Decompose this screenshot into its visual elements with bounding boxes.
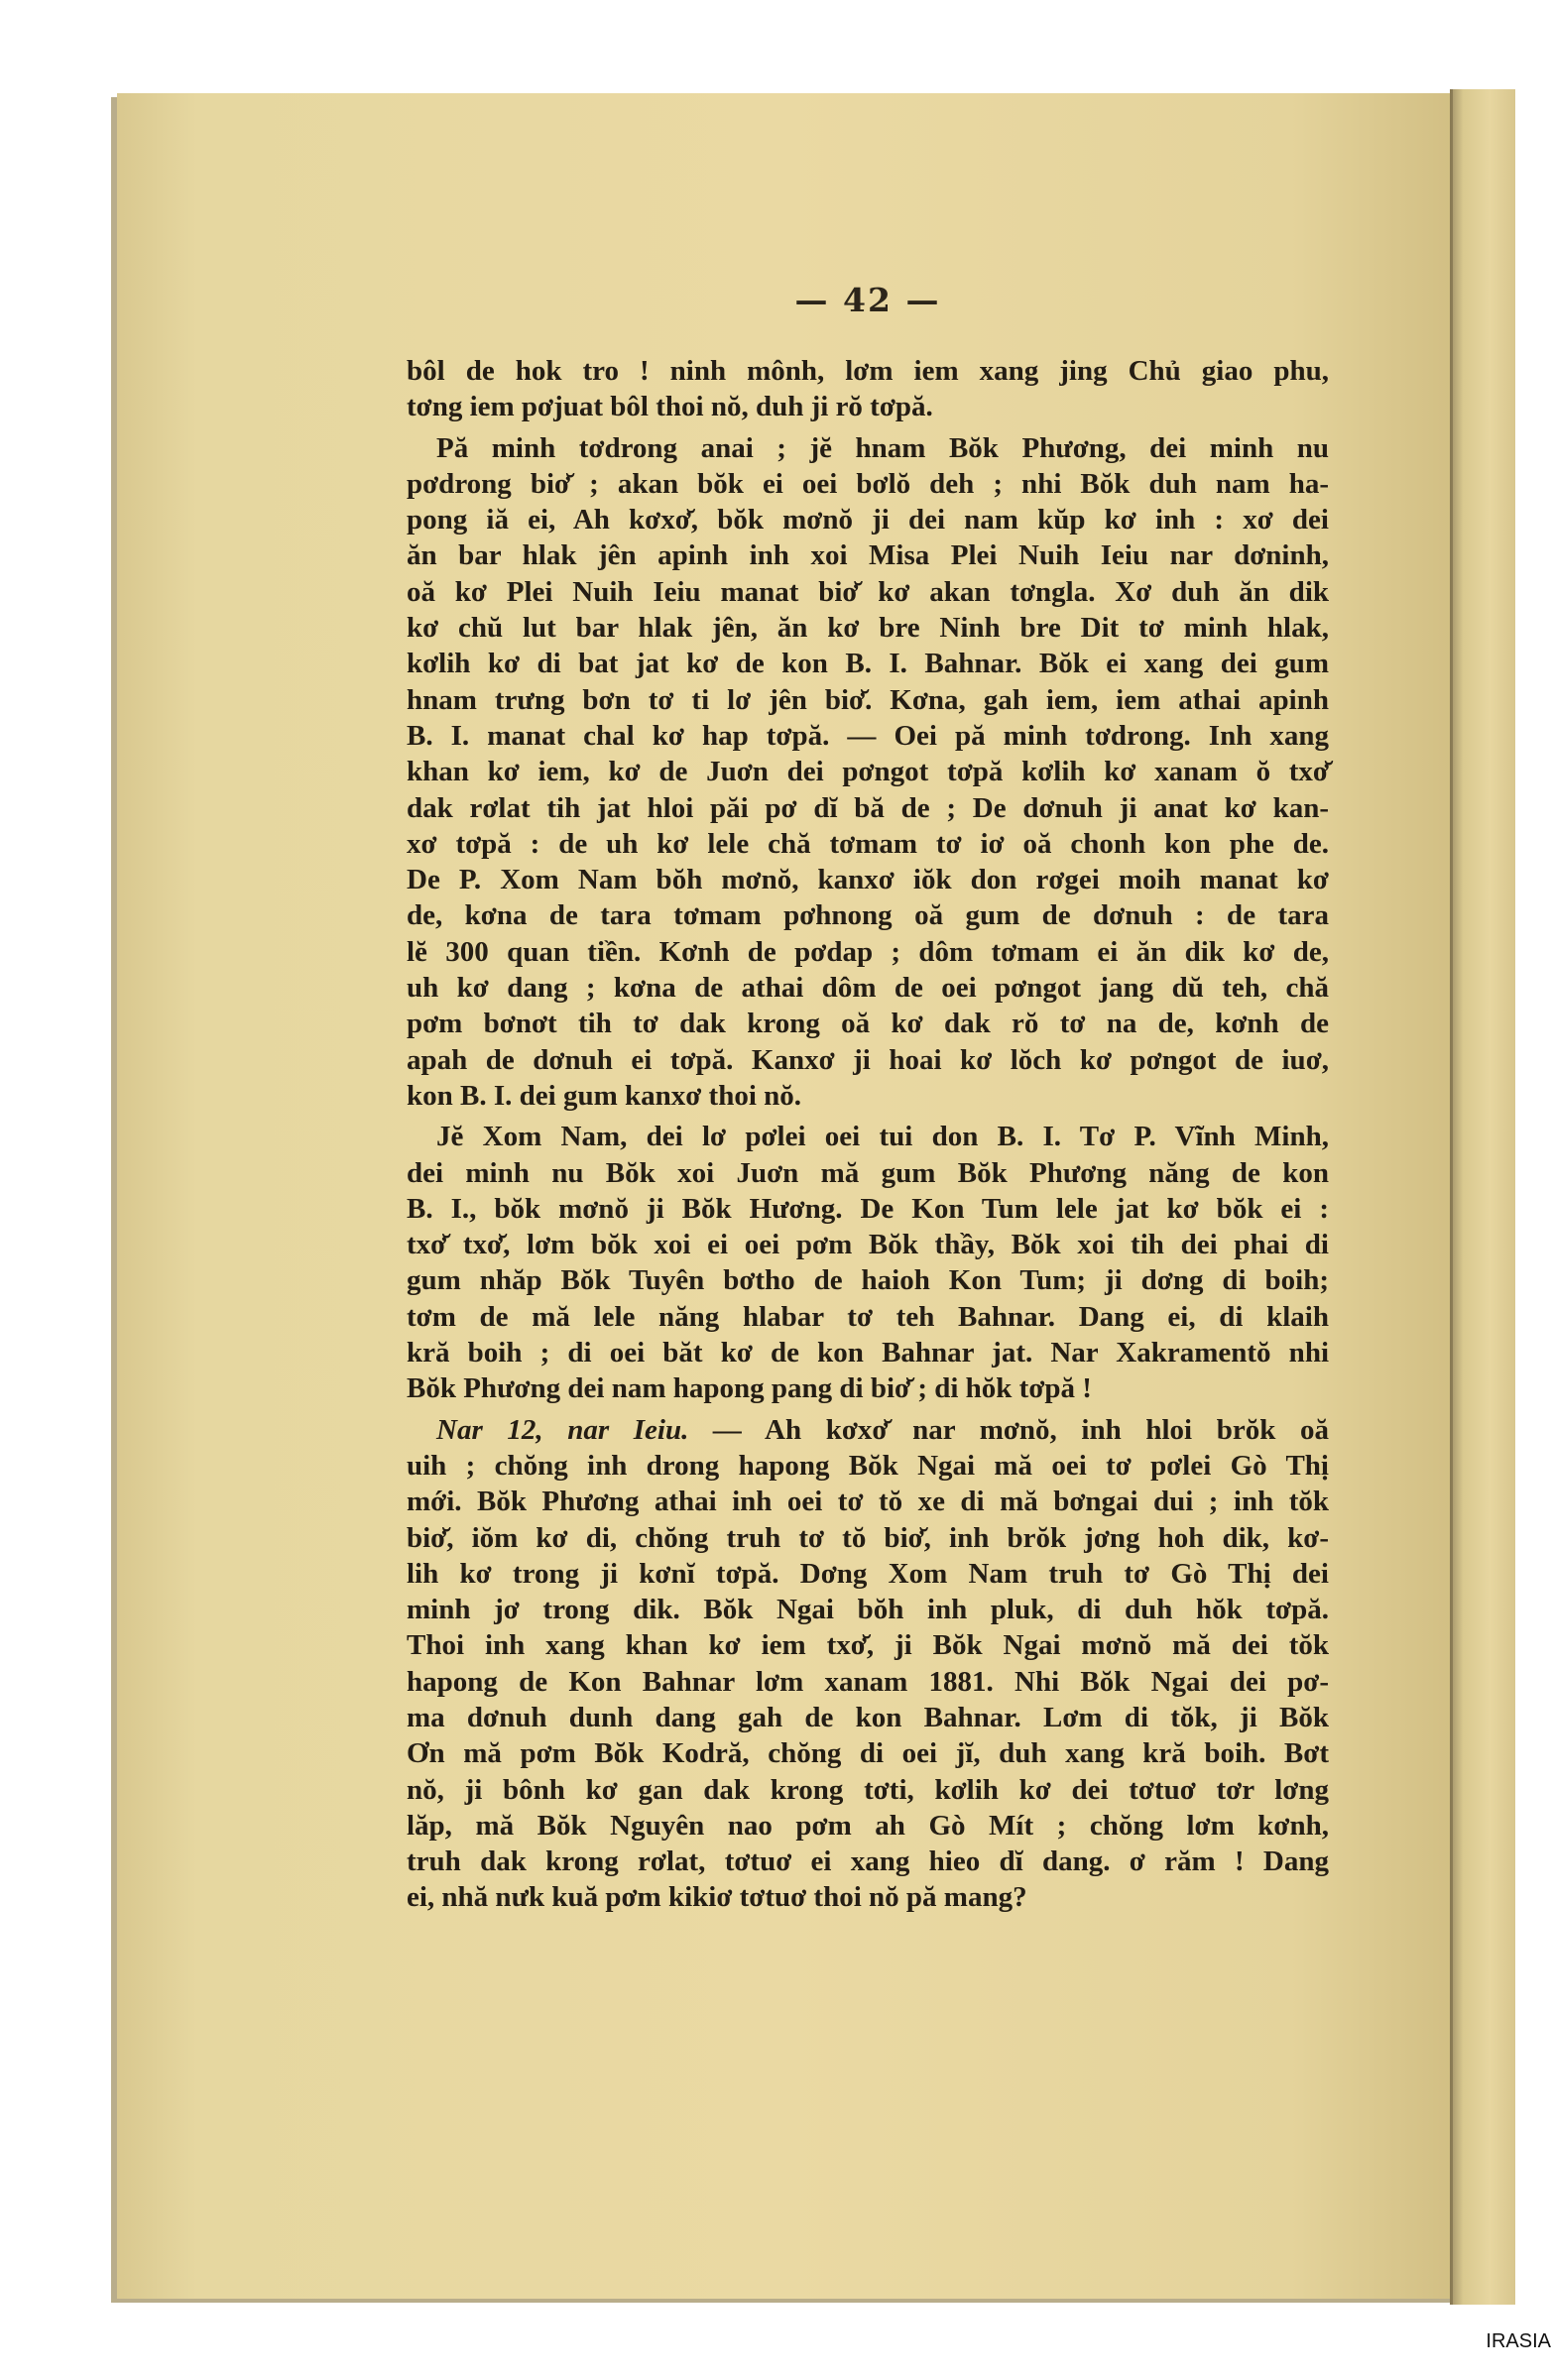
text-line: dak rơlat tih jat hloi păi pơ dĭ bă de ; De dơnuh ji anat kơ kan- <box>407 791 1329 824</box>
text-line: tơng iem pơjuat bôl thoi nŏ, duh ji rŏ tơpă. <box>407 391 933 423</box>
text-line: hnam trưng bơn tơ ti lơ jên biơ̆. Kơna, gah iem, iem athai apinh <box>407 683 1329 716</box>
text-line: truh dak krong rơlat, tơtuơ ei xang hieo dĭ dang. ơ răm ! Dang <box>407 1845 1329 1878</box>
text-line: mới. Bŏk Phương athai inh oei tơ tŏ xe di mă bơngai dui ; inh tŏk <box>407 1486 1329 1518</box>
text-line: lĕ 300 quan tiền. Kơnh de pơdap ; dôm tơmam ei ăn dik kơ de, <box>407 935 1329 968</box>
text-line: kơ chŭ lut bar hlak jên, ăn kơ bre Ninh bre Dit tơ minh hlak, <box>407 612 1329 645</box>
text-line: Jĕ Xom Nam, dei lơ pơlei oei tui don B. I. Tơ P. Vĩnh Minh, <box>436 1121 1329 1153</box>
paragraph-2 <box>407 430 1329 1115</box>
text-line: ăn bar hlak jên apinh inh xoi Misa Plei Nuih Ieiu nar dơninh, <box>407 539 1329 572</box>
text-line: dei minh nu Bŏk xoi Juơn mă gum Bŏk Phương năng de kon <box>407 1156 1329 1189</box>
text-line: de, kơna de tara tơmam pơhnong oă gum de dơnuh : de tara <box>407 899 1329 932</box>
page-number: — 42 — <box>794 281 941 319</box>
text-line: xơ tơpă : de uh kơ lele chă tơmam tơ iơ oă chonh kon phe de. <box>407 827 1329 860</box>
text-line: B. I. manat chal kơ hap tơpă. — Oei pă minh tơdrong. Inh xang <box>407 719 1329 752</box>
text-line: Ơn mă pơm Bŏk Kodră, chŏng di oei jĭ, duh xang kră boih. Bơt <box>407 1737 1329 1770</box>
text-line: uih ; chŏng inh drong hapong Bŏk Ngai mă oei tơ pơlei Gò Thị <box>407 1449 1329 1482</box>
text-line: uh kơ dang ; kơna de athai dôm de oei pơngot jang dŭ teh, chă <box>407 972 1329 1005</box>
date-heading: Nar 12, nar Ieiu. — <box>436 1413 742 1446</box>
watermark-label: IRASIA <box>1486 2330 1551 2352</box>
text-line: kơlih kơ di bat jat kơ de kon B. I. Bahnar. Bŏk ei xang dei gum <box>407 648 1329 680</box>
paragraph-4 <box>407 1412 1329 1916</box>
text-line: pơm bơnơt tih tơ dak krong oă kơ dak rŏ tơ na de, kơnh de <box>407 1008 1329 1040</box>
text-line: tơm de mă lele năng hlabar tơ teh Bahnar. Dang ei, di klaih <box>407 1300 1329 1333</box>
text-line: Bŏk Phương dei nam hapong pang di biơ̆ ; di hŏk tơpă ! <box>407 1372 1092 1405</box>
paragraph-1 <box>407 353 1329 425</box>
text-line: ei, nhă nưk kuă pơm kikiơ tơtuơ thoi nŏ pă mang? <box>407 1881 1027 1914</box>
text-line: Thoi inh xang khan kơ iem txơ̆, ji Bŏk Ngai mơnŏ mă dei tŏk <box>407 1629 1329 1662</box>
text-line: minh jơ trong dik. Bŏk Ngai bŏh inh pluk, di duh hŏk tơpă. <box>407 1594 1329 1626</box>
text-line: oă kơ Plei Nuih Ieiu manat biơ̆ kơ akan tơngla. Xơ duh ăn dik <box>407 575 1329 608</box>
book-spine <box>1450 89 1453 2305</box>
text-line: pong iă ei, Ah kơxơ̆, bŏk mơnŏ ji dei nam kŭp kơ inh : xơ dei <box>407 504 1329 536</box>
text-line: apah de dơnuh ei tơpă. Kanxơ ji hoai kơ lŏch kơ pơngot de iuơ, <box>407 1043 1329 1076</box>
text-line: kră boih ; di oei băt kơ de kon Bahnar jat. Nar Xakramentŏ nhi <box>407 1337 1329 1369</box>
text-fragment: Ah kơxơ̆ nar mơnŏ, inh hloi brŏk oă <box>765 1413 1329 1446</box>
text-line: Pă minh tơdrong anai ; jĕ hnam Bŏk Phương, dei minh nu <box>436 431 1329 464</box>
text-line: bôl de hok tro ! ninh mônh, lơm iem xang jing Chủ giao phu, <box>407 355 1329 387</box>
text-line: txơ̆ txơ̆, lơm bŏk xoi ei oei pơm Bŏk thầy, Bŏk xoi tih dei phai di <box>407 1229 1329 1261</box>
text-line: lăp, mă Bŏk Nguyên nao pơm ah Gò Mít ; chŏng lơm kơnh, <box>407 1809 1329 1842</box>
text-line: nŏ, ji bônh kơ gan dak krong tơti, kơlih kơ dei tơtuơ tơr lơng <box>407 1773 1329 1806</box>
text-line: kon B. I. dei gum kanxơ thoi nŏ. <box>407 1079 802 1112</box>
text-line <box>407 1412 1329 1448</box>
text-line: biơ̆, iŏm kơ di, chŏng truh tơ tŏ biơ̆, inh brŏk jơng hoh dik, kơ- <box>407 1521 1329 1554</box>
text-line: pơdrong biơ̆ ; akan bŏk ei oei bơlŏ deh ; nhi Bŏk duh nam ha- <box>407 467 1329 500</box>
text-line: De P. Xom Nam bŏh mơnŏ, kanxơ iŏk don rơgei moih manat kơ <box>407 864 1329 896</box>
page-text <box>407 353 1329 1921</box>
text-line: lih kơ trong ji kơnĭ tơpă. Dơng Xom Nam truh tơ Gò Thị dei <box>407 1557 1329 1590</box>
text-line: ma dơnuh dunh dang gah de kon Bahnar. Lơm di tŏk, ji Bŏk <box>407 1701 1329 1733</box>
text-line: gum nhăp Bŏk Tuyên bơtho de haioh Kon Tum; ji dơng di boih; <box>407 1264 1329 1297</box>
text-line: hapong de Kon Bahnar lơm xanam 1881. Nhi Bŏk Ngai dei pơ- <box>407 1665 1329 1698</box>
text-line: khan kơ iem, kơ de Juơn dei pơngot tơpă kơlih kơ xanam ŏ txơ̆ <box>407 756 1329 788</box>
facing-page-edge <box>1452 89 1515 2305</box>
paragraph-3 <box>407 1119 1329 1406</box>
text-line: B. I., bŏk mơnŏ ji Bŏk Hương. De Kon Tum lele jat kơ bŏk ei : <box>407 1192 1329 1225</box>
